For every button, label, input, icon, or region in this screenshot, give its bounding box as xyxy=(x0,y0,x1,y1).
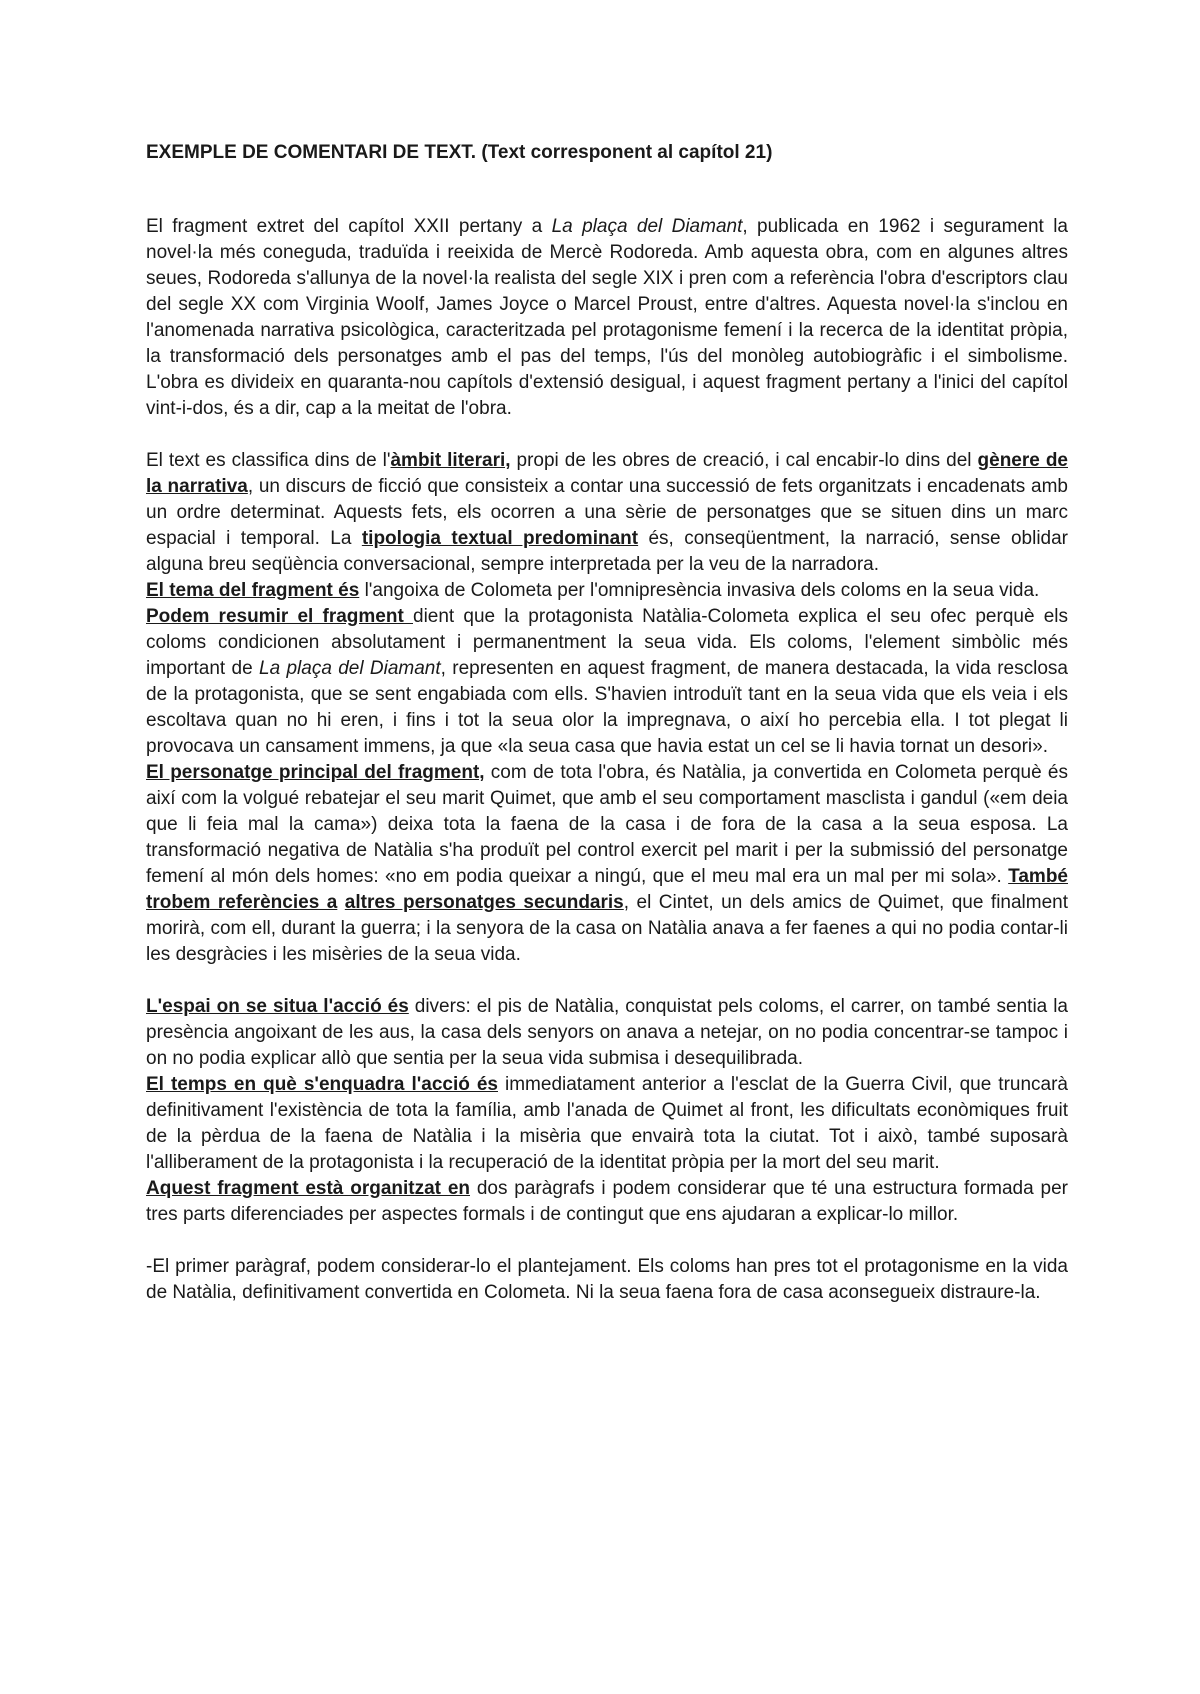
text: , representen en aquest fragment, de manera destacada, la vida resclosa de la protagonista, que se sent engabiada com ells. S'havien introduït tant en la seua vida que els veia i els escoltava quan no hi eren, i fins i tot la seua olor la impregnava, o així ho percebia ella. I tot plegat li provocava un cansament immens, ja que «la seua casa que havia estat un cel se li havia tornat un desori». xyxy=(146,658,1068,757)
text: El fragment extret del capítol XXII pertany a xyxy=(146,216,552,237)
document-title: EXEMPLE DE COMENTARI DE TEXT. (Text corresponent al capítol 21) xyxy=(146,142,773,163)
document-page xyxy=(146,140,1068,1306)
highlight-main-character: El personatge principal del fragment, xyxy=(146,762,485,783)
text: dient que la protagonista Natàlia-Colometa explica el seu ofec perquè els coloms condicionen absolutament i permanentment la seua vida. Els coloms, l'element simbòlic més important de xyxy=(146,606,1069,679)
text: -El primer paràgraf, podem considerar-lo el plantejament. Els coloms han pres tot el protagonisme en la vida de Natàlia, definitivament convertida en Colometa. Ni la seua faena fora de casa aconsegueix distraure-la. xyxy=(146,1256,1068,1303)
paragraph-characters xyxy=(146,760,1068,968)
highlight-genre: gènere de la narrativa xyxy=(146,450,1068,497)
paragraph-gap xyxy=(146,422,1068,448)
highlight-literary-field: àmbit literari, xyxy=(390,450,511,471)
text: divers: el pis de Natàlia, conquistat pels coloms, el carrer, on també sentia la presència angoixant de les aus, la casa dels senyors on anava a netejar, on no podia concentrar-se tampoc i on no podia explicar allò que sentia per la seua vida submisa i desequilibrada. xyxy=(146,996,1069,1069)
paragraph-gap xyxy=(146,1228,1068,1254)
text: El text es classifica dins de l' xyxy=(146,450,391,471)
highlight-summary: Podem resumir el fragment xyxy=(146,606,413,627)
text: propi de les obres de creació, i cal encabir-lo dins del xyxy=(510,450,978,471)
paragraph-structure xyxy=(146,1176,1068,1228)
paragraph-summary xyxy=(146,604,1068,760)
paragraph-introduction xyxy=(146,214,1068,422)
paragraph-time xyxy=(146,1072,1068,1176)
text: , publicada en 1962 i segurament la novel·la més coneguda, traduïda i reeixida de Mercè Rodoreda. Amb aquesta obra, com en algunes altres seues, Rodoreda s'allunya de la novel·la realista del segle XIX i pren com a referència l'obra d'escriptors clau del segle XX com Virginia Woolf, James Joyce o Marcel Proust, entre d'altres. Aquesta novel·la s'inclou en l'anomenada narrativa psicològica, caracteritzada pel protagonisme femení i la recerca de la identitat pròpia, la transformació dels personatges amb el pas del temps, l'ús del monòleg autobiogràfic i el simbolisme. L'obra es divideix en quaranta-nou capítols d'extensió desigual, i aquest fragment pertany a l'inici del capítol vint-i-dos, és a dir, cap a la meitat de l'obra. xyxy=(146,216,1068,419)
highlight-structure: Aquest fragment està organitzat en xyxy=(146,1178,470,1199)
paragraph-space xyxy=(146,994,1068,1072)
text: és, conseqüentment, la narració, sense oblidar alguna breu seqüència conversacional, sempre interpretada per la veu de la narradora. xyxy=(146,528,1069,575)
highlight-references: També trobem referències a xyxy=(146,866,1068,913)
book-title: La plaça del Diamant xyxy=(259,658,441,679)
text: dos paràgrafs i podem considerar que té una estructura formada per tres parts diferenciades per aspectes formals i de contingut que ens ajudaran a explicar-lo millor. xyxy=(146,1178,1068,1225)
text: com de tota l'obra, és Natàlia, ja convertida en Colometa perquè és així com la volgué rebatejar el seu marit Quimet, que amb el seu comportament masclista i gandul («em deia que li feia mal la cama») deixa tota la faena de la casa i de fora de la casa a la seua esposa. La transformació negativa de Natàlia s'ha produït pel control exercit pel marit i per la submissió del personatge femení al món dels homes: «no em podia queixar a ningú, que el meu mal era un mal per mi sola». xyxy=(146,762,1069,887)
text: , un discurs de ficció que consisteix a contar una successió de fets organitzats i encadenats amb un ordre determinat. Aquests fets, els ocorren a una sèrie de personatges que se situen dins un marc espacial i temporal. La xyxy=(146,476,1068,549)
highlight-theme: El tema del fragment és xyxy=(146,580,360,601)
paragraph-gap xyxy=(146,968,1068,994)
highlight-time: El temps en què s'enquadra l'acció és xyxy=(146,1074,498,1095)
text: l'angoixa de Colometa per l'omnipresència invasiva dels coloms en la seua vida. xyxy=(359,580,1040,601)
paragraph-first-part xyxy=(146,1254,1068,1306)
text xyxy=(337,892,344,913)
paragraph-classification xyxy=(146,448,1068,578)
highlight-secondary-characters: altres personatges secundaris xyxy=(344,892,624,913)
text: immediatament anterior a l'esclat de la Guerra Civil, que truncarà definitivament l'existència de tota la família, amb l'anada de Quimet al front, les dificultats econòmiques fruit de la pèrdua de la faena de Natàlia i la misèria que envairà tota la ciutat. Tot i això, també suposarà l'alliberament de la protagonista i la recuperació de la identitat pròpia per la mort del seu marit. xyxy=(146,1074,1068,1173)
highlight-text-type: tipologia textual predominant xyxy=(361,528,639,549)
paragraph-theme xyxy=(146,578,1068,604)
text: , el Cintet, un dels amics de Quimet, que finalment morirà, com ell, durant la guerra; i la senyora de la casa on Natàlia anava a fer faenes a qui no podia contar-li les desgràcies i les misèries de la seua vida. xyxy=(146,892,1069,965)
book-title: La plaça del Diamant xyxy=(551,216,743,237)
highlight-space: L'espai on se situa l'acció és xyxy=(146,996,409,1017)
